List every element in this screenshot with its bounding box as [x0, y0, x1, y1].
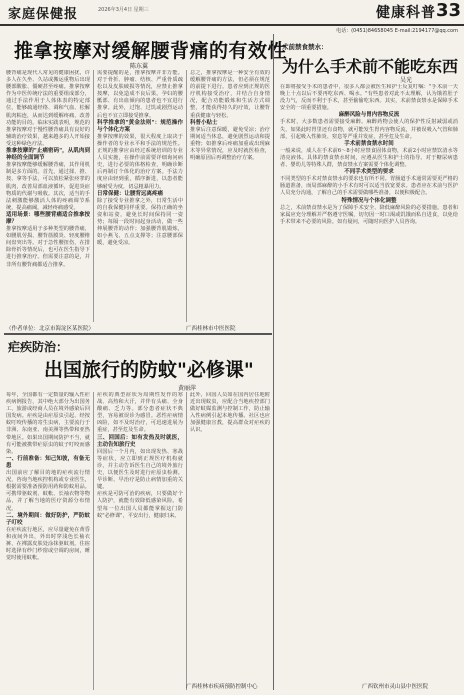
- article2-col3-para: 此外，回国人员如在国内居住地附近出现蚊虫，应配合当地疾控部门做好蚊媒监测与控制工作，防止输入性病例引起本地传播。社区也应加强健康宣教，提高群众对疟疾的认识。: [190, 392, 270, 434]
- article1-col1-para: 腰背痛是现代人常见的健康困扰，许多人在久坐、久站或搬运重物后出现腰部酸胀、僵硬甚至疼痛。推拿按摩作为中医传统疗法的重要组成部分，通过手法作用于人体体表的特定部位，能够疏通经络、调和气血、松解肌肉粘连，从而达到缓解疼痛、改善功能的目的。临床实践表明，规范的推拿按摩对于慢性腰背痛具有良好的辅助治疗效果，越来越多的人开始接受这种绿色疗法。: [6, 70, 90, 147]
- article2-tag: 疟疾防治：: [8, 340, 69, 354]
- article1-subhead-1: 推拿按摩的"止痛密码"，从肌肉到神经的全面调节: [6, 148, 90, 162]
- article2-col2-para-c: 疟疾是可防可治的疾病，只要做好个人防护，就能有效降低感染风险。希望每一位出国人员都能掌握这门防蚊"必修课"，平安出行，健康归来。: [97, 491, 183, 519]
- article1-subhead-5: 科普小贴士: [190, 119, 218, 126]
- article3-tag: 术前禁食禁水：: [282, 43, 328, 51]
- article3-para-3: 一般来说，成人在手术前6～8小时应禁食固体食物，术前2小时应禁饮清水等清亮液体。具体的禁食禁水时间，应遵从医生和护士的指导。对于糖尿病患者、婴幼儿等特殊人群，禁食禁水方案需要个体化调整。: [280, 147, 458, 169]
- article1-col2-para: 需要提醒的是，推拿按摩并非万能。对于骨折、肿瘤、结核、严重骨质疏松以及皮肤破损等情况，应禁止推拿按摩，以免造成不良后果。孕妇的腰骶部、有出血倾向的患者也不宜进行推拿。此外，过饱、过饥或剧烈运动后也不宜立即接受推拿。: [97, 70, 183, 119]
- article1-subhead-3: 科学推拿的"黄金法则"：规范操作与个体化方案: [97, 119, 183, 133]
- article2-credit: 广西桂林市疾病预防控制中心: [186, 684, 258, 690]
- article2-column-1: [6, 392, 90, 690]
- article3-para-4: 不同类型的手术对禁食禁水的要求也有所不同。胃肠道手术通常需要更严格的肠道准备，而局部麻醉的小手术有时可以适当放宽要求。患者应在术前与医护人员充分沟通，了解自己的手术需要做哪些准备，以便积极配合。: [280, 176, 458, 197]
- page-number: 33: [436, 0, 462, 21]
- article2-col2-para-b: 回国后一个月内，如出现发热、寒战等症状，应立即到正规医疗机构就诊，并主动告诉医生自己的境外旅行史，以便医生及时进行疟原虫检测。早诊断、早治疗是防止病情加重的关键。: [97, 448, 183, 491]
- article3-subhead-3: 不同手术类型的要求: [344, 169, 394, 176]
- article1-column-2: [97, 70, 183, 322]
- article1-col1-para-b: 推拿按摩能够缓解腰背痛，其作用机制是多方面的。首先，通过揉、推、按、拿等手法，可以放松紧张痉挛的肌肉，改善局部血液循环，促进炎症物质的代谢与吸收。其次，适当的手法刺激能够激活人体的疼痛调节系统，提高痛阈，减轻疼痛感受。: [6, 162, 90, 211]
- article1-col2-para-c: 除了接受专业推拿之外，日常生活中的自我保健同样重要。保持正确的坐姿和站姿，避免长时间保持同一姿势；每隔一段时间起身活动，做一些伸展腰背的动作；加强腰背肌锻炼，如小燕飞、五点支撑等；注意腰部保暖，避免受凉。: [97, 197, 183, 247]
- section-title-right: 健康科普: [376, 5, 436, 21]
- article3-para-2: 手术时，大多数患者需要接受麻醉。麻醉药物会使人的保护性反射减弱或消失，如果此时胃里还有食物，就可能发生胃内容物反流，并被误吸入气管和肺部，引起吸入性肺炎、窒息等严重并发症，甚至危及生命。: [280, 119, 458, 140]
- article1-credit-left: （作者单位：北京市海淀区某医院）: [6, 326, 95, 332]
- article2-column-3: [190, 392, 270, 672]
- article1-credit-right: 广西桂林市中医医院: [186, 326, 236, 332]
- dateline: 2026年3月4日 星期三: [98, 7, 149, 13]
- section-title-left: 家庭保健报: [8, 7, 79, 22]
- article3-para-5: 总之，术前禁食禁水是为了保障手术安全、降低麻醉风险的必要措施。患者和家属应充分理解并严格遵守医嘱，切勿因一时口渴或饥饿而私自进食，以免给手术带来不必要的风险。如有疑问，可随时向医护人员咨询。: [280, 204, 458, 225]
- article2-col2-para: 疟疾的典型症状为周期性发作的寒战、高热和大汗，并伴有头痛、全身酸痛、乏力等。部分患者症状不典型，容易被误诊为感冒。恶性疟病情凶险，如不及时治疗，可迅速进展为重症，甚至危及生命。: [97, 392, 183, 434]
- article1-column-1: [6, 70, 90, 322]
- article3-subhead-4: 特殊情况与个体化调整: [341, 197, 397, 204]
- page-header: [0, 0, 464, 26]
- article1-headline: 推拿按摩对缓解腰背痛的有效性: [14, 40, 288, 62]
- article1-col3-para-b: 推拿后注意保暖，避免受凉；治疗期间适当休息，避免剧烈运动和提重物；如推拿后疼痛加重或出现麻木等异常情况，应及时就医检查，明确原因后再调整治疗方案。: [190, 126, 270, 162]
- article3-credit: 广西钦州市灵山县中医医院: [362, 684, 429, 690]
- article3-para-1: 在即将接受手术的患者中，很多人都会被医生和护士反复叮嘱："手术前一天晚上十点以后不要再吃东西、喝水。"有些患者对此不太理解，认为饿着肚子没力气，反而不利于手术，甚至偷偷吃东西。其实，术前禁食禁水是保障手术安全的一项重要措施。: [280, 84, 458, 112]
- article1-column-3: [190, 70, 270, 314]
- article3-headline: 为什么手术前不能吃东西: [282, 57, 459, 76]
- article2-headline: 出国旅行的防蚊"必修课": [44, 359, 254, 381]
- article3-column: [280, 84, 458, 672]
- article2-byline: 黄丽萍: [178, 385, 197, 392]
- article2-col1-para: 每年，全国都有一定数量的输入性疟疾病例报告，其中绝大部分为出国务工、旅游或经商人员在境外感染后回国发病。疟疾是由疟原虫引起、经按蚊叮咬传播的寄生虫病，主要流行于非洲、东南亚、南美洲等热带和亚热带地区。如果出国期间防护不当，就有可能被携带疟原虫的蚊子叮咬而感染。: [6, 392, 90, 455]
- article2-col1-para-c: 在疟疾流行地区，应尽量避免在黄昏和夜间外出，外出时穿浅色长袖衣裤，在裸露皮肤处涂抹驱蚊剂。住宿时选择有纱门纱窗或空调的房间，睡觉时使用蚊帐。: [6, 526, 90, 562]
- article1-col3-para: 总之，推拿按摩是一种安全有效的缓解腰背痛的方法，但必须在规范的前提下进行。患者应到正规的医疗机构接受治疗，并结合自身情况，配合功能锻炼和生活方式调整，才能获得持久的疗效，让腰背重获健康与轻松。: [190, 70, 270, 119]
- article2-col1-para-b: 出国前应了解目的地的疟疾流行情况，咨询当地疾控机构或专业医生，根据需要准备预防用药和防蚊用品。可携带驱蚊剂、蚊帐、长袖衣物等物品，并了解当地的医疗资源分布情况。: [6, 470, 90, 512]
- article1-col1-para-c: 推拿按摩适用于多种类型的腰背痛，如腰肌劳损、腰背筋膜炎、轻度腰椎间盘突出等。对于急性腰扭伤，在排除骨折等情况后，也可在医生指导下进行推拿治疗。但需要注意的是，并非所有腰背痛都适合推拿。: [6, 226, 90, 268]
- article2-subhead-2: 二、境外期间：做好防护，严防蚊子叮咬: [6, 512, 90, 526]
- article2-column-2: [97, 392, 183, 690]
- article1-subhead-4: 日常保健：让腰背远离疼痛: [97, 190, 164, 197]
- article1-subhead-2: 适用场景：哪些腰背痛适合推拿按摩？: [6, 211, 90, 225]
- article1-byline: 陈东翼: [130, 63, 149, 70]
- article2-subhead-1: 一、行前准备：知己知彼，有备无患: [6, 455, 90, 469]
- article3-subhead-2: 手术前禁食禁水时间: [344, 140, 394, 147]
- article2-subhead-3: 三、回国后：如有发热及时就医，主动告知旅行史: [97, 434, 183, 448]
- article1-col2-para-b: 推拿按摩的效果，很大程度上取决于操作者的专业水平和手法的规范性。正规的推拿应由经过系统培训的专业人员实施，在操作前需要详细询问病史，进行必要的体格检查，明确诊断后再制订个体化的治疗方案。手法力度应由轻到重，循序渐进，以患者能够耐受为度，切忌粗暴用力。: [97, 133, 183, 190]
- article3-subhead-1: 麻醉风险与胃内容物反流: [338, 112, 400, 119]
- contact-info: 电话：(0451)84658045 E-mail:2194177@qq.com: [336, 28, 458, 34]
- article3-byline: 吴光: [400, 77, 413, 84]
